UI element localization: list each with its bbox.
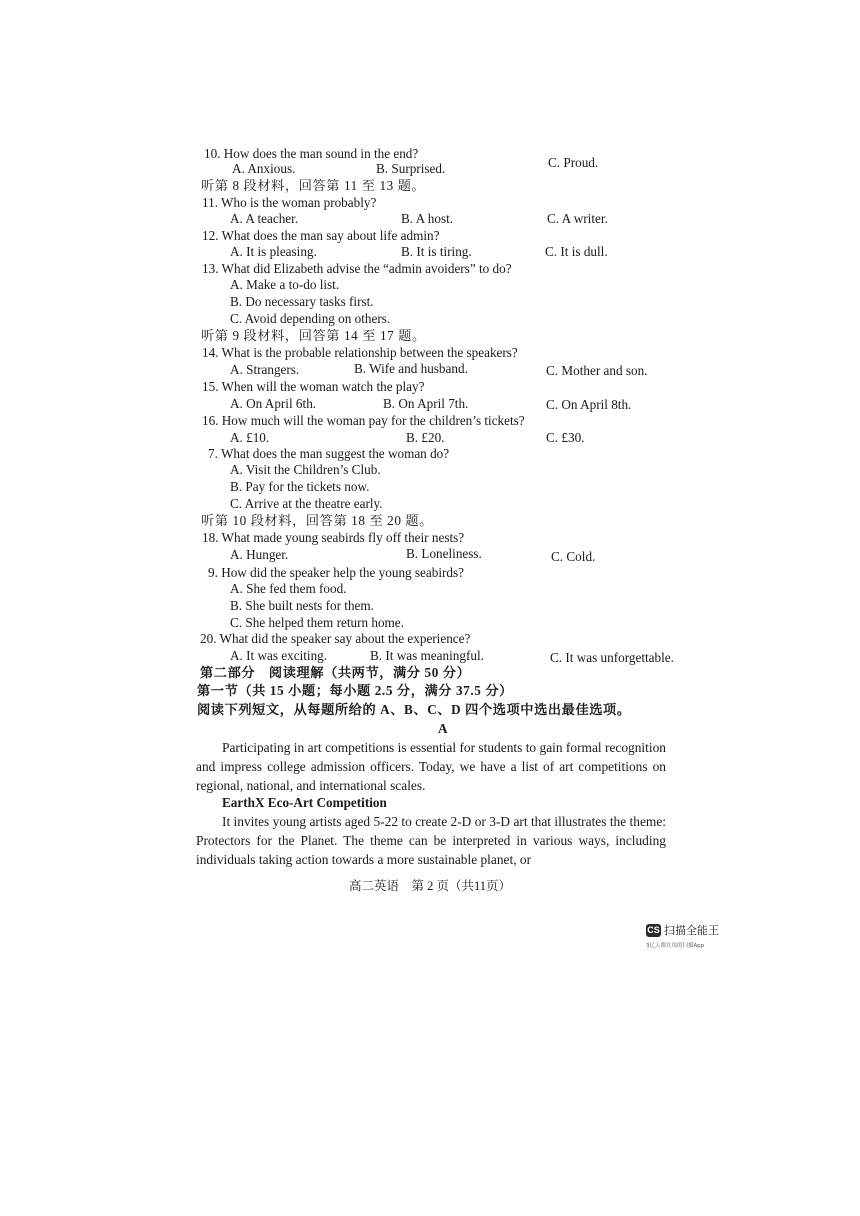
text-line: A. Strangers. <box>230 362 300 377</box>
text-line: B. Do necessary tasks first. <box>230 294 374 309</box>
passage-paragraph: Participating in art competitions is essential for students to gain formal recognition and impress college admission officers. Today, we have a list of art competitions on regional, national, and international scales. <box>196 740 666 793</box>
text-line: A. On April 6th. <box>230 396 317 411</box>
text-line: 9. How did the speaker help the young seabirds? <box>208 565 464 580</box>
text-line: A. Anxious. <box>232 161 296 176</box>
passage-paragraph: It invites young artists aged 5-22 to create 2-D or 3-D art that illustrates the theme: Protectors for the Planet. The theme can be interpreted in various ways, including individuals taking action towards a more sustainable planet, or <box>196 814 666 867</box>
text-line: 15. When will the woman watch the play? <box>202 379 425 394</box>
text-line: 阅读下列短文，从每题所给的 A、B、C、D 四个选项中选出最佳选项。 <box>197 702 631 717</box>
text-line: B. Wife and husband. <box>354 361 468 376</box>
text-line: B. Surprised. <box>376 161 446 176</box>
text-line: C. Proud. <box>548 155 599 170</box>
text-line: A. Visit the Children’s Club. <box>230 462 381 477</box>
text-line: B. Pay for the tickets now. <box>230 479 370 494</box>
text-line: 听第 10 段材料，回答第 18 至 20 题。 <box>201 513 433 528</box>
text-line: C. A writer. <box>547 211 608 226</box>
text-line: A. A teacher. <box>230 211 299 226</box>
text-line: C. It is dull. <box>545 244 608 259</box>
text-line: A. She fed them food. <box>230 581 347 596</box>
text-line: 20. What did the speaker say about the experience? <box>200 631 471 646</box>
text-line: C. £30. <box>546 430 585 445</box>
text-line: B. On April 7th. <box>383 396 469 411</box>
text-line: C. On April 8th. <box>546 397 632 412</box>
text-line: C. Avoid depending on others. <box>230 311 391 326</box>
text-line: C. Cold. <box>551 549 596 564</box>
text-line: EarthX Eco-Art Competition <box>222 795 387 810</box>
text-line: B. It was meaningful. <box>370 648 484 663</box>
text-line: 听第 9 段材料，回答第 14 至 17 题。 <box>201 328 426 343</box>
text-line: 12. What does the man say about life admin? <box>202 228 440 243</box>
scanner-watermark-logo <box>646 921 719 949</box>
camscanner-badge-icon: CS <box>647 924 660 935</box>
text-line: B. £20. <box>406 430 445 445</box>
text-line: B. A host. <box>401 211 454 226</box>
text-line: 第二部分 阅读理解（共两节，满分 50 分） <box>200 665 471 680</box>
text-line: C. It was unforgettable. <box>550 650 674 665</box>
text-line: A. £10. <box>230 430 270 445</box>
text-line: C. Arrive at the theatre early. <box>230 496 383 511</box>
text-line: A <box>438 721 448 736</box>
text-line: C. She helped them return home. <box>230 615 404 630</box>
text-line: 18. What made young seabirds fly off their nests? <box>202 530 465 545</box>
logo-name: 扫描全能王 <box>664 924 719 938</box>
logo-tagline: 3亿人都在用的扫描App <box>646 943 705 949</box>
text-line: 听第 8 段材料，回答第 11 至 13 题。 <box>201 178 426 193</box>
text-line: 7. What does the man suggest the woman do? <box>208 446 450 461</box>
page-footer: 高二英语 第 2 页（共11页） <box>348 879 512 893</box>
text-line: B. Loneliness. <box>406 546 482 561</box>
text-line: A. Hunger. <box>230 547 289 562</box>
text-line: C. Mother and son. <box>546 363 648 378</box>
text-line: 10. How does the man sound in the end? <box>204 146 419 161</box>
text-line: 13. What did Elizabeth advise the “admin avoiders” to do? <box>202 261 512 276</box>
text-line: A. It was exciting. <box>230 648 328 663</box>
text-line: B. It is tiring. <box>401 244 472 259</box>
text-line: 11. Who is the woman probably? <box>202 195 377 210</box>
text-line: 14. What is the probable relationship between the speakers? <box>202 345 518 360</box>
text-line: B. She built nests for them. <box>230 598 374 613</box>
text-line: A. Make a to-do list. <box>230 277 340 292</box>
text-line: A. It is pleasing. <box>230 244 317 259</box>
text-line: 第一节（共 15 小题；每小题 2.5 分，满分 37.5 分） <box>197 683 513 698</box>
text-line: 16. How much will the woman pay for the children’s tickets? <box>202 413 525 428</box>
